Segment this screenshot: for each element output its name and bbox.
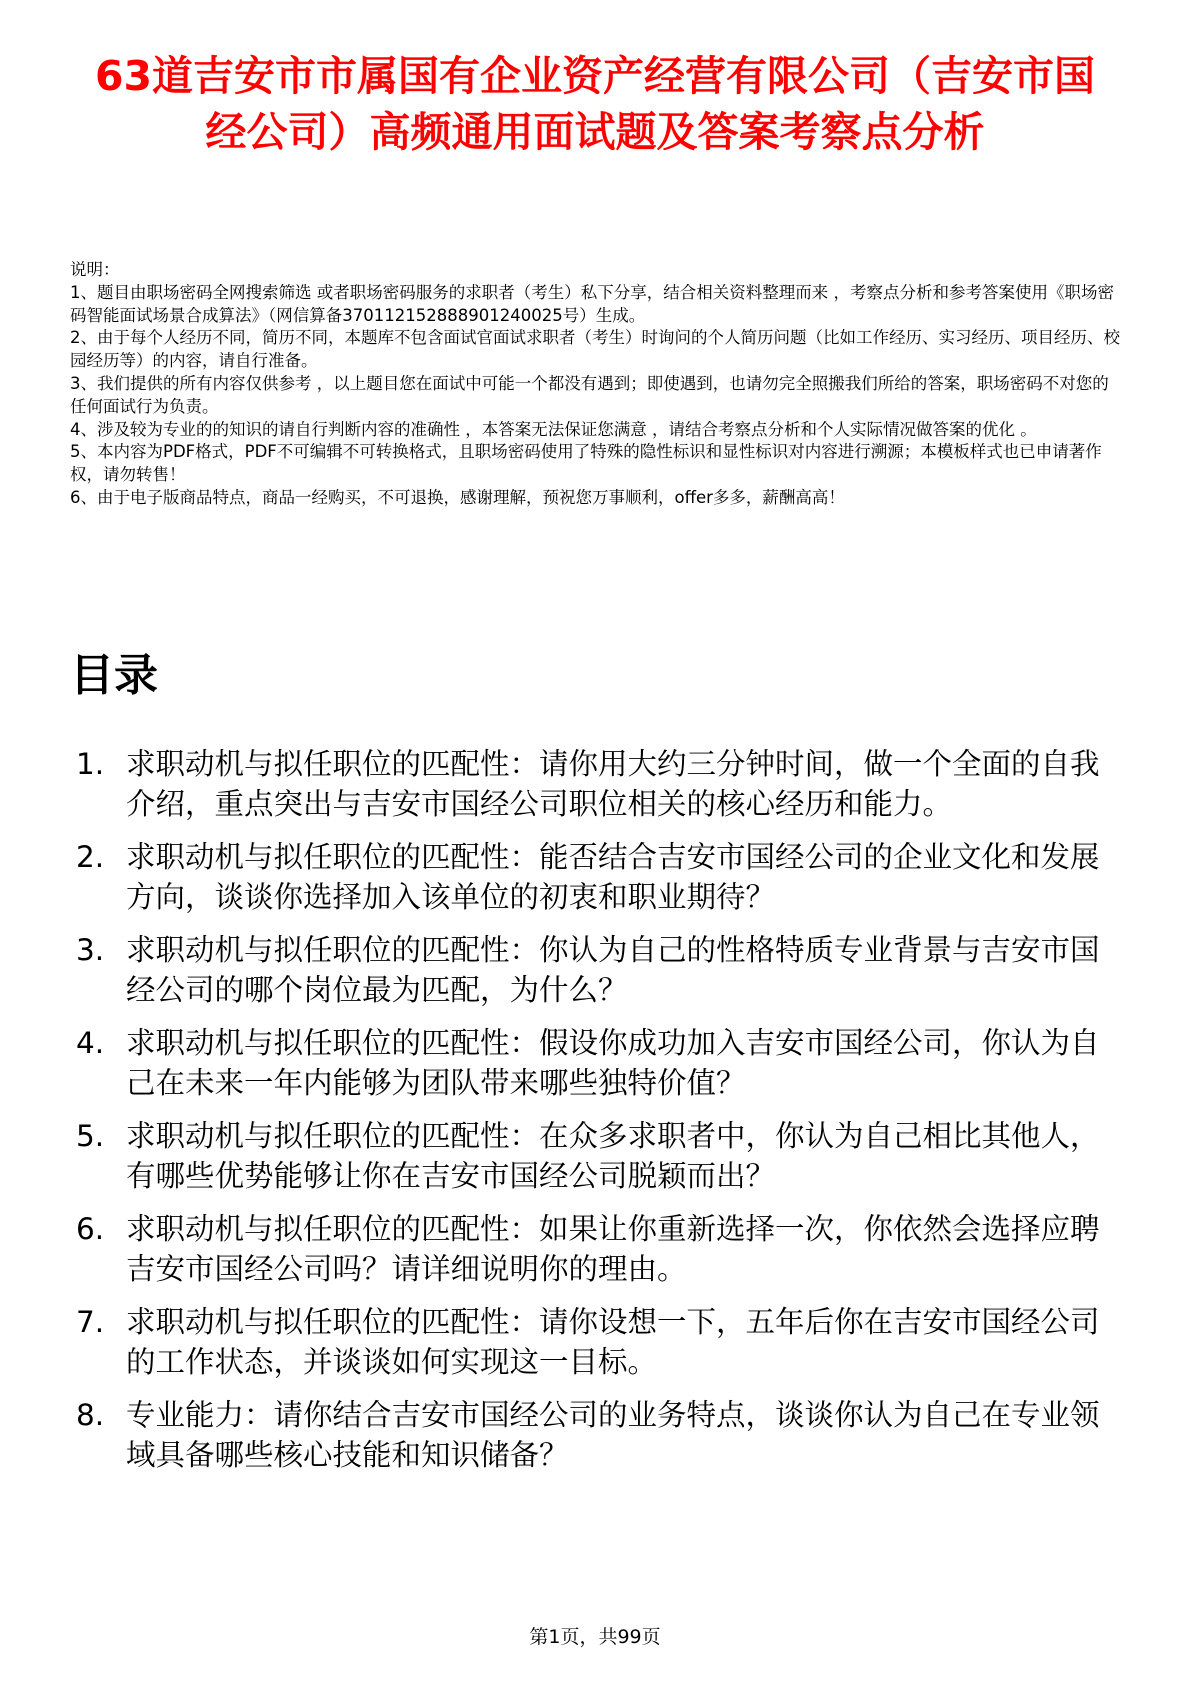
toc-item[interactable] [70, 837, 1120, 917]
note-item: 6、由于电子版商品特点，商品一经购买，不可退换，感谢理解，预祝您万事顺利，offer多多，薪酬高高！ [70, 487, 845, 507]
toc-item-text: 专业能力：请你结合吉安市国经公司的业务特点，谈谈你认为自己在专业领域具备哪些核心技能和知识储备？ [126, 1398, 1100, 1472]
note-item: 3、我们提供的所有内容仅供参考 ，以上题目您在面试中可能一个都没有遇到；即使遇到，也请勿完全照搬我们所给的答案，职场密码不对您的任何面试行为负责。 [70, 373, 1109, 416]
toc-list [70, 744, 1120, 1488]
toc-item-text: 求职动机与拟任职位的匹配性：你认为自己的性格特质专业背景与吉安市国经公司的哪个岗位最为匹配，为什么？ [126, 933, 1100, 1007]
toc-item-text: 求职动机与拟任职位的匹配性：如果让你重新选择一次，你依然会选择应聘吉安市国经公司吗？请详细说明你的理由。 [126, 1212, 1100, 1286]
toc-item-text: 求职动机与拟任职位的匹配性：在众多求职者中，你认为自己相比其他人，有哪些优势能够让你在吉安市国经公司脱颖而出？ [126, 1119, 1100, 1193]
toc-item[interactable] [70, 744, 1120, 824]
note-item: 1、题目由职场密码全网搜索筛选 或者职场密码服务的求职者（考生）私下分享，结合相关资料整理而来 ，考察点分析和参考答案使用《职场密码智能面试场景合成算法》（网信算备370112152888901240025号）生成。 [70, 282, 1114, 325]
toc-item-number: 1. [76, 747, 105, 781]
toc-item-text: 求职动机与拟任职位的匹配性：请你设想一下，五年后你在吉安市国经公司的工作状态，并谈谈如何实现这一目标。 [126, 1305, 1100, 1379]
document-title: 63道吉安市市属国有企业资产经营有限公司（吉安市国经公司）高频通用面试题及答案考察点分析 [94, 52, 1096, 156]
toc-item[interactable] [70, 1395, 1120, 1475]
toc-item-number: 5. [76, 1119, 105, 1153]
note-item: 4、涉及较为专业的的知识的请自行判断内容的准确性 ，本答案无法保证您满意 ，请结合考察点分析和个人实际情况做答案的优化 。 [70, 419, 1037, 439]
toc-item-number: 6. [76, 1212, 105, 1246]
toc-item-number: 4. [76, 1026, 105, 1060]
note-item: 2、由于每个人经历不同，简历不同，本题库不包含面试官面试求职者（考生）时询问的个人简历问题（比如工作经历、实习经历、项目经历、校园经历等）的内容，请自行准备。 [70, 328, 1120, 371]
note-item: 5、本内容为PDF格式，PDF不可编辑不可转换格式，且职场密码使用了特殊的隐性标识和显性标识对内容进行溯源；本模板样式也已申请著作权，请勿转售！ [70, 442, 1102, 485]
toc-item-number: 8. [76, 1398, 105, 1432]
notes-section [70, 259, 1122, 510]
toc-item-text: 求职动机与拟任职位的匹配性：请你用大约三分钟时间，做一个全面的自我介绍，重点突出与吉安市国经公司职位相关的核心经历和能力。 [126, 747, 1100, 821]
toc-item-text: 求职动机与拟任职位的匹配性：能否结合吉安市国经公司的企业文化和发展方向，谈谈你选择加入该单位的初衷和职业期待？ [126, 840, 1100, 914]
toc-item-number: 2. [76, 840, 105, 874]
toc-item[interactable] [70, 1023, 1120, 1103]
toc-item[interactable] [70, 1209, 1120, 1289]
page-footer: 第1页，共99页 [529, 1626, 661, 1648]
toc-item-number: 3. [76, 933, 105, 967]
toc-heading: 目录 [70, 650, 158, 701]
toc-item[interactable] [70, 930, 1120, 1010]
notes-heading: 说明： [70, 260, 120, 279]
toc-item[interactable] [70, 1116, 1120, 1196]
toc-item[interactable] [70, 1302, 1120, 1382]
toc-item-text: 求职动机与拟任职位的匹配性：假设你成功加入吉安市国经公司，你认为自己在未来一年内能够为团队带来哪些独特价值？ [126, 1026, 1100, 1100]
toc-item-number: 7. [76, 1305, 105, 1339]
